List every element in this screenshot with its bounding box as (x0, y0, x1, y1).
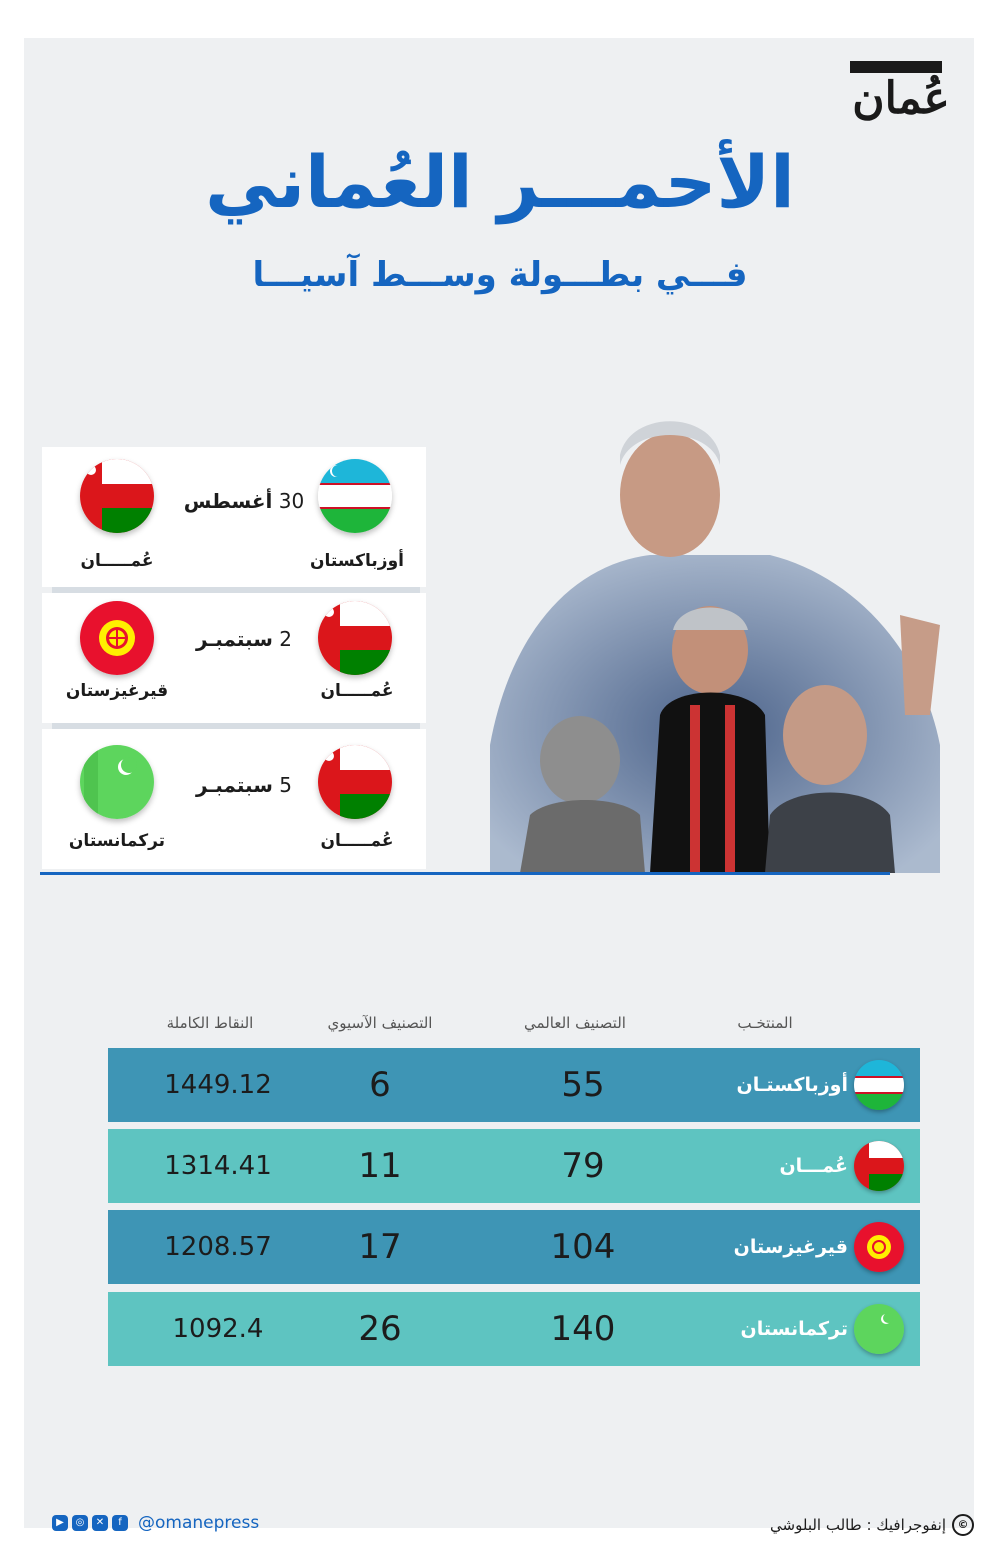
fixture-date: 30 أغسطس (183, 489, 305, 513)
credit-text: إنفوجرافيك : طالب البلوشي (770, 1516, 946, 1534)
table-row (108, 1210, 920, 1284)
logo-bar (850, 61, 942, 73)
uzbekistan-flag (854, 1060, 904, 1110)
asian-rank-cell: 26 (358, 1309, 402, 1349)
fixture-card (42, 593, 426, 723)
team-b-name: تركمانستان (68, 831, 166, 851)
kyrgyzstan-flag (80, 601, 154, 675)
team-name-cell: قيرغيزستان (733, 1236, 848, 1258)
table-row (108, 1048, 920, 1122)
copyright-icon: © (952, 1514, 974, 1536)
youtube-icon[interactable]: ▶ (52, 1515, 68, 1531)
table-row (108, 1129, 920, 1203)
team-b-name: قيرغيزستان (65, 681, 169, 701)
social-links (52, 1512, 259, 1534)
asian-rank-cell: 6 (369, 1065, 391, 1105)
points-cell: 1208.57 (164, 1232, 272, 1262)
uzbekistan-flag (318, 459, 392, 533)
logo-text: عُمان (852, 73, 950, 124)
team-name-cell: تركمانستان (740, 1318, 848, 1340)
team-a-name: عُمـــــان (320, 681, 394, 701)
fixture-card (42, 729, 426, 869)
kyrgyzstan-flag (854, 1222, 904, 1272)
column-header-world-rank: التصنيف العالمي (524, 1014, 626, 1032)
column-header-points: النقاط الكاملة (166, 1014, 254, 1032)
world-rank-cell: 140 (550, 1309, 616, 1349)
turkmenistan-flag (854, 1304, 904, 1354)
turkmenistan-flag (80, 745, 154, 819)
oman-flag (318, 745, 392, 819)
fixture-card (42, 447, 426, 587)
world-rank-cell: 104 (550, 1227, 616, 1267)
page-subtitle: فـــي بطـــولة وســـط آسيـــا (252, 255, 748, 295)
oman-newspaper-logo (846, 55, 956, 145)
team-a-name: عُمـــــان (320, 831, 394, 851)
oman-flag (80, 459, 154, 533)
team-name-cell: عُمـــان (779, 1155, 848, 1177)
team-a-name: أوزباكستان (310, 551, 404, 571)
points-cell: 1449.12 (164, 1070, 272, 1100)
fixture-date: 5 سبتمبـر (196, 773, 292, 797)
world-rank-cell: 55 (561, 1065, 605, 1105)
oman-flag (318, 601, 392, 675)
team-b-name: عُمـــــان (80, 551, 154, 571)
fixture-date: 2 سبتمبـر (196, 627, 292, 651)
team-name-cell: أوزباكستـان (736, 1074, 848, 1096)
footer-credit (770, 1514, 974, 1536)
asian-rank-cell: 17 (358, 1227, 402, 1267)
column-header-team: المنتخـب (737, 1014, 793, 1032)
column-header-asian-rank: التصنيف الآسيوي (327, 1014, 433, 1032)
table-row (108, 1292, 920, 1366)
points-cell: 1314.41 (164, 1151, 272, 1181)
instagram-icon[interactable]: ◎ (72, 1515, 88, 1531)
coach-photo-collage (470, 415, 950, 873)
world-rank-cell: 79 (561, 1146, 605, 1186)
x-icon[interactable]: ✕ (92, 1515, 108, 1531)
section-divider (40, 872, 890, 875)
oman-flag (854, 1141, 904, 1191)
social-handle[interactable]: @omanepress (138, 1513, 260, 1533)
facebook-icon[interactable]: f (112, 1515, 128, 1531)
points-cell: 1092.4 (172, 1314, 264, 1344)
asian-rank-cell: 11 (358, 1146, 402, 1186)
page-title: الأحمـــر العُماني (205, 140, 795, 224)
